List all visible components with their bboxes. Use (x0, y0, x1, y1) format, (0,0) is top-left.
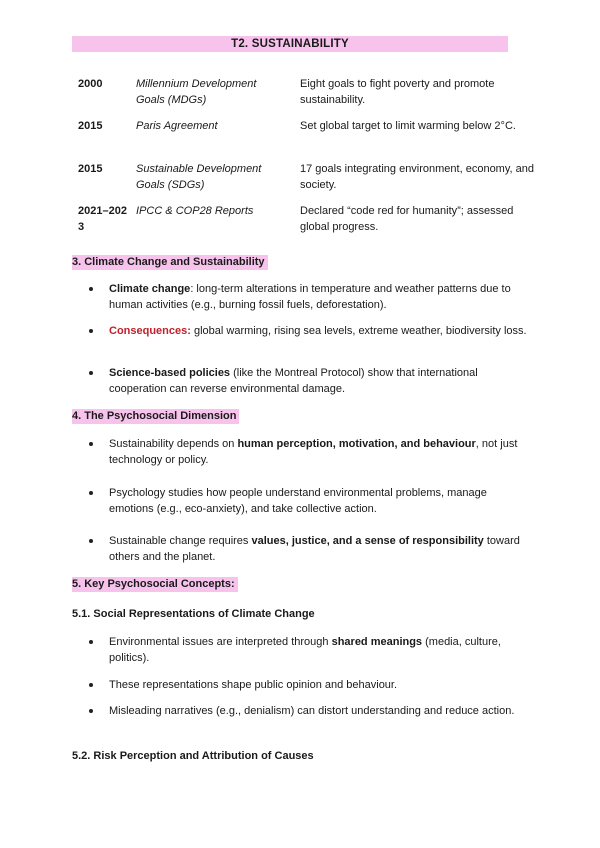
section-title: T2. SUSTAINABILITY (72, 36, 508, 52)
desc-cell: Eight goals to fight poverty and promote sustainability. (300, 78, 495, 106)
term-bold: Science-based policies (109, 367, 231, 379)
item-text: toward others and the planet. (109, 535, 520, 563)
item-text: (media, culture, politics). (109, 636, 501, 664)
item-text: Sustainable change requires (109, 535, 252, 547)
term-bold: human perception, motivation, and behaviour (237, 438, 476, 450)
item-text: Sustainability depends on (109, 438, 238, 450)
desc-cell: Declared “code red for humanity”; assessed global progress. (300, 205, 514, 233)
bullet-icon (89, 709, 93, 713)
item-text: Environmental issues are interpreted through (109, 636, 332, 648)
bullet-icon (89, 640, 93, 644)
bullet-icon (89, 287, 93, 291)
section-heading: 5. Key Psychosocial Concepts: (72, 577, 238, 592)
item-text: : long-term alterations in temperature and weather patterns due to human activities (e.g., burning fossil fuels, deforestation). (109, 283, 511, 311)
bullet-icon (89, 491, 93, 495)
item-text: global warming, rising sea levels, extreme weather, biodiversity loss. (190, 325, 527, 337)
event-cell: Sustainable Development Goals (SDGs) (136, 163, 262, 191)
year-cell: 2021–2023 (78, 205, 127, 233)
item-text: (like the Montreal Protocol) show that international cooperation can reverse environmental damage. (109, 367, 478, 395)
year-cell: 2015 (78, 163, 103, 175)
event-cell: IPCC & COP28 Reports (136, 205, 254, 217)
year-cell: 2000 (78, 78, 103, 90)
term-red: Consequences: (109, 325, 191, 337)
subsection-heading: 5.2. Risk Perception and Attribution of Causes (72, 750, 314, 762)
section-heading: 4. The Psychosocial Dimension (72, 409, 239, 424)
bullet-icon (89, 371, 93, 375)
desc-cell: 17 goals integrating environment, economy, and society. (300, 163, 534, 191)
term-bold: Climate change (109, 283, 191, 295)
bullet-icon (89, 329, 93, 333)
subsection-heading: 5.1. Social Representations of Climate Change (72, 608, 315, 620)
term-bold: values, justice, and a sense of responsibility (251, 535, 484, 547)
event-cell: Millennium Development Goals (MDGs) (136, 78, 257, 106)
bullet-icon (89, 683, 93, 687)
desc-cell: Set global target to limit warming below 2°C. (300, 120, 516, 132)
year-cell: 2015 (78, 120, 103, 132)
item-text: , not just technology or policy. (109, 438, 518, 466)
section-heading: 3. Climate Change and Sustainability (72, 255, 268, 270)
bullet-icon (89, 442, 93, 446)
item-text: Psychology studies how people understand environmental problems, manage emotions (e.g., eco-anxiety), and take collective action. (109, 487, 487, 515)
item-text: These representations shape public opinion and behaviour. (109, 679, 398, 691)
term-bold: shared meanings (331, 636, 423, 648)
bullet-icon (89, 539, 93, 543)
item-text: Misleading narratives (e.g., denialism) can distort understanding and reduce action. (109, 705, 515, 717)
event-cell: Paris Agreement (136, 120, 218, 132)
